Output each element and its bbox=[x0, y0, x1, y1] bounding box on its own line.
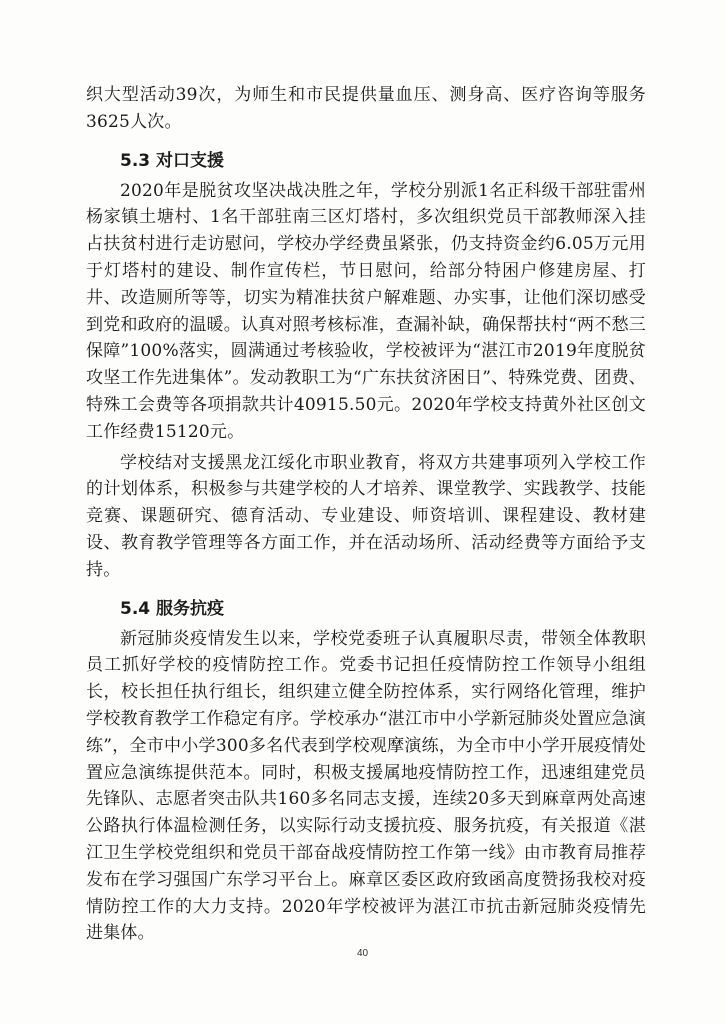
page-number: 40 bbox=[356, 948, 369, 959]
section-5-3-paragraph-1: 2020年是脱贫攻坚决战决胜之年，学校分别派1名正科级干部驻雷州杨家镇土塘村、1名干部驻南三区灯塔村，多次组织党员干部教师深入挂占扶贫村进行走访慰问，学校办学经费虽紧张，仍支持资金约6.05万元用于灯塔村的建设、制作宣传栏，节日慰问，给部分特困户修建房屋、打井、改造厕所等等，切实为精准扶贫户解难题、办实事，让他们深切感受到党和政府的温暖。认真对照考核标准，查漏补缺，确保帮扶村“两不愁三保障”100%落实，圆满通过考核验收，学校被评为“湛江市2019年度脱贫攻坚工作先进集体”。发动教职工为“广东扶贫济困日”、特殊党费、团费、特殊工会费等各项捐款共计40915.50元。2020年学校支持黄外社区创文工作经费15120元。 bbox=[86, 180, 646, 442]
section-5-4-paragraph-1: 新冠肺炎疫情发生以来，学校党委班子认真履职尽责，带领全体教职员工抓好学校的疫情防控工作。党委书记担任疫情防控工作领导小组组长，校长担任执行组长，组织建立健全防控体系，实行网络化管理，维护学校教育教学工作稳定有序。学校承办“湛江市中小学新冠肺炎处置应急演练”，全市中小学300多名代表到学校观摩演练，为全市中小学开展疫情处置应急演练提供范本。同时，积极支援属地疫情防控工作，迅速组建党员先锋队、志愿者突击队共160多名同志支援，连续20多天到麻章两处高速公路执行体温检测任务，以实际行动支援抗疫、服务抗疫，有关报道《湛江卫生学校党组织和党员干部奋战疫情防控工作第一线》由市教育局推荐发布在学习强国广东学习平台上。麻章区委区政府致函高度赞扬我校对疫情防控工作的大力支持。2020年学校被评为湛江市抗击新冠肺炎疫情先进集体。 bbox=[86, 628, 646, 944]
page-body bbox=[86, 82, 646, 947]
intro-paragraph: 织大型活动39次，为师生和市民提供量血压、测身高、医疗咨询等服务3625人次。 bbox=[86, 85, 646, 132]
section-heading-5-3: 5.3 对口支援 bbox=[120, 150, 225, 171]
section-5-3-paragraph-2: 学校结对支援黑龙江绥化市职业教育，将双方共建事项列入学校工作的计划体系，积极参与共建学校的人才培养、课堂教学、实践教学、技能竞赛、课题研究、德育活动、专业建设、师资培训、课程建设、教材建设、教育教学管理等各方面工作，并在活动场所、活动经费等方面给予支持。 bbox=[86, 452, 646, 580]
section-heading-5-4: 5.4 服务抗疫 bbox=[120, 598, 225, 619]
